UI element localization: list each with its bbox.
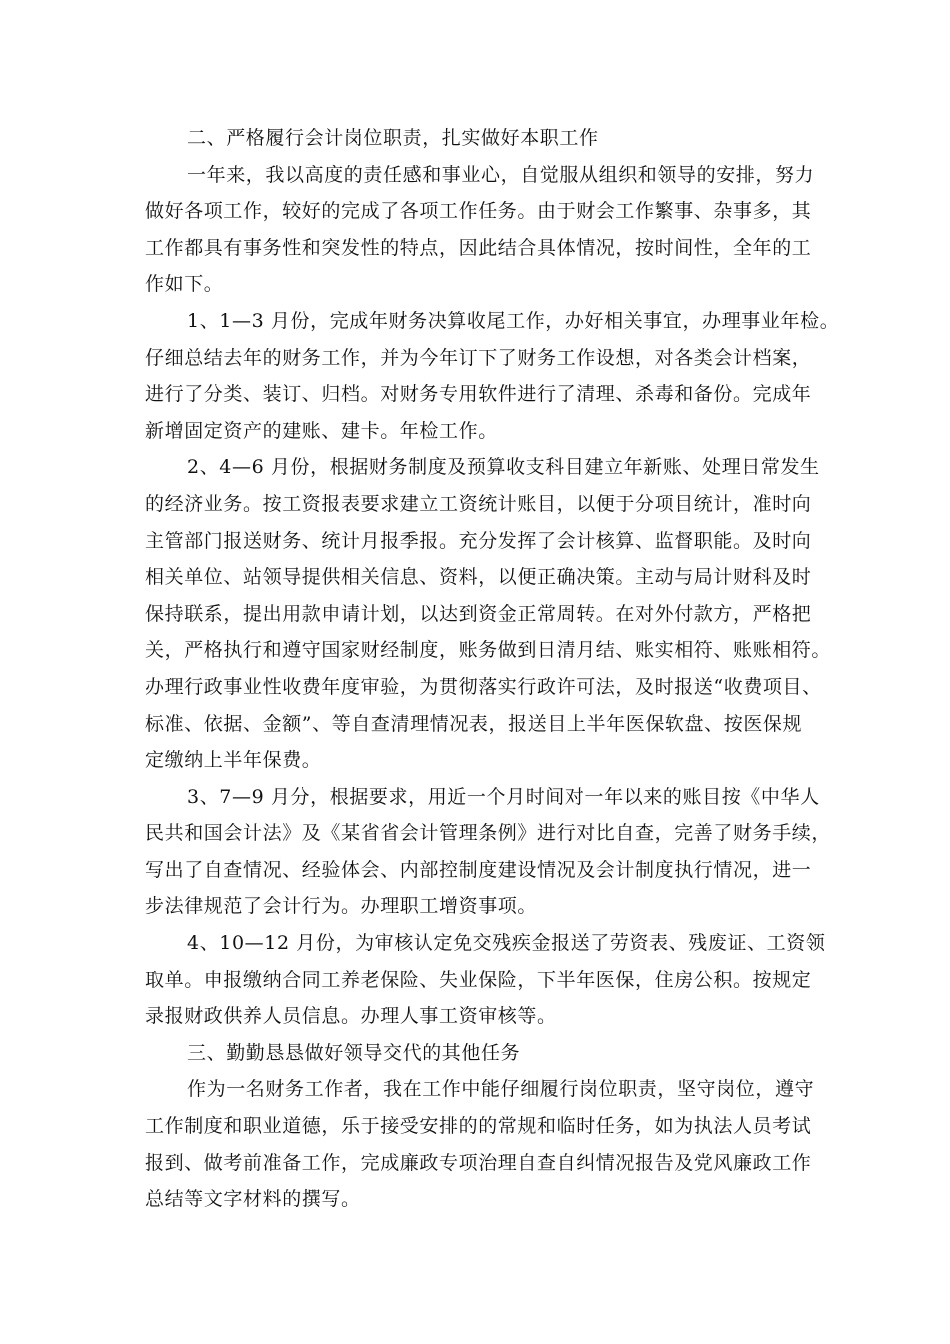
paragraph-line: 工作都具有事务性和突发性的特点，因此结合具体情况，按时间性，全年的工 — [145, 236, 812, 259]
paragraph-line: 关，严格执行和遵守国家财经制度，账务做到日清月结、账实相符、账账相符。 — [145, 639, 832, 662]
paragraph-line: 相关单位、站领导提供相关信息、资料，以便正确决策。主动与局计财科及时 — [145, 566, 812, 589]
paragraph-line: 4、10—12 月份，为审核认定免交残疾金报送了劳资表、残废证、工资领 — [187, 932, 826, 955]
paragraph-line: 办理行政事业性收费年度审验，为贯彻落实行政许可法，及时报送“收费项目、 — [145, 675, 822, 698]
paragraph-line: 仔细总结去年的财务工作，并为今年订下了财务工作设想，对各类会计档案， — [145, 346, 812, 369]
paragraph-line: 保持联系，提出用款申请计划，以达到资金正常周转。在对外付款方，严格把 — [145, 602, 812, 625]
paragraph-line: 报到、做考前准备工作，完成廉政专项治理自查自纠情况报告及党风廉政工作 — [145, 1151, 812, 1174]
paragraph-item-1 — [145, 303, 840, 449]
paragraph-intro — [145, 157, 815, 303]
paragraph-line: 做好各项工作，较好的完成了各项工作任务。由于财会工作繁事、杂事多，其 — [145, 200, 812, 223]
paragraph-item-2 — [145, 449, 832, 778]
section-heading-2: 二、严格履行会计岗位职责，扎实做好本职工作 — [187, 127, 599, 149]
paragraph-line: 录报财政供养人员信息。办理人事工资审核等。 — [145, 1005, 557, 1028]
paragraph-line: 1、1—3 月份，完成年财务决算收尾工作，办好相关事宜，办理事业年检。 — [187, 309, 840, 332]
paragraph-line: 取单。申报缴纳合同工养老保险、失业保险，下半年医保，住房公积。按规定 — [145, 968, 812, 991]
paragraph-line: 作为一名财务工作者，我在工作中能仔细履行岗位职责，坚守岗位，遵守 — [187, 1078, 815, 1101]
paragraph-line: 定缴纳上半年保费。 — [145, 749, 322, 772]
document-body — [145, 120, 840, 1218]
section-heading-3: 三、勤勤恳恳做好领导交代的其他任务 — [187, 1041, 521, 1064]
paragraph-line: 一年来，我以高度的责任感和事业心，自觉服从组织和领导的安排，努力 — [187, 163, 815, 186]
paragraph-line: 标准、依据、金额”、等自查清理情况表，报送目上半年医保软盘、按医保规 — [145, 712, 803, 735]
paragraph-line: 3、7—9 月分，根据要求，用近一个月时间对一年以来的账目按《中华人 — [187, 785, 820, 808]
paragraph-line: 的经济业务。按工资报表要求建立工资统计账目，以便于分项目统计，准时向 — [145, 492, 812, 515]
paragraph-line: 2、4—6 月份，根据财务制度及预算收支科目建立年新账、处理日常发生 — [187, 456, 820, 479]
paragraph-line: 总结等文字材料的撰写。 — [145, 1188, 361, 1211]
paragraph-line: 民共和国会计法》及《某省省会计管理条例》进行对比自查，完善了财务手续， — [145, 822, 832, 845]
paragraph-line: 新增固定资产的建账、建卡。年检工作。 — [145, 419, 498, 442]
paragraph-line: 进行了分类、装订、归档。对财务专用软件进行了清理、杀毒和备份。完成年 — [145, 383, 812, 406]
paragraph-line: 主管部门报送财务、统计月报季报。充分发挥了会计核算、监督职能。及时向 — [145, 529, 812, 552]
paragraph-line: 步法律规范了会计行为。办理职工增资事项。 — [145, 895, 538, 918]
paragraph-line: 作如下。 — [145, 273, 224, 296]
paragraph-line: 写出了自查情况、经验体会、内部控制度建设情况及会计制度执行情况，进一 — [145, 858, 812, 881]
paragraph-item-4 — [145, 925, 826, 1035]
paragraph-item-3 — [145, 779, 832, 925]
paragraph-last — [145, 1071, 815, 1217]
paragraph-line: 工作制度和职业道德，乐于接受安排的的常规和临时任务，如为执法人员考试 — [145, 1115, 812, 1138]
